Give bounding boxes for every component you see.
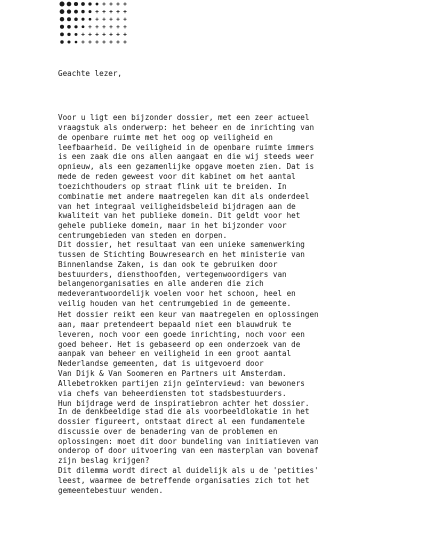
text-line: centrumgebieden van steden en dorpen. (58, 231, 228, 241)
text-line: tussen de Stichting Bouwresearch en het ministerie van (58, 249, 305, 259)
logo-dot (81, 10, 84, 13)
logo-plus (116, 10, 119, 13)
logo-plus (109, 2, 112, 5)
logo-dot (67, 25, 71, 29)
logo-dot (67, 33, 70, 36)
text-line: combinatie met andere maatregelen kan dit als onderdeel (58, 191, 310, 201)
logo-plus (102, 18, 105, 21)
text-line: discussie over de benadering van de problemen en (58, 426, 278, 436)
text-line: Voor u ligt een bijzonder dossier, met een zeer actueel (58, 113, 310, 122)
paragraph-measures (58, 310, 319, 408)
text-line: veilig houden van het centrumgebied in de gemeente. (58, 299, 292, 309)
logo-plus (95, 33, 98, 36)
logo-plus (95, 18, 98, 21)
text-line: via chefs van beheerdiensten tot stadsbestuurders. (58, 388, 287, 398)
logo-plus (123, 18, 126, 21)
text-line: goed beheer. Het is gebaseerd op een onderzoek van de (58, 339, 301, 349)
text-line: leveren, noch voor een goede inrichting, noch voor een (58, 329, 305, 339)
text-line: vraagstuk als onderwerp: het beheer en de inrichting van (58, 122, 315, 132)
text-line: belangenorganisaties en alle anderen die zich (58, 279, 264, 289)
text-line: dossier figureert, ontstaat direct al een fundamentele (58, 416, 305, 426)
text-line: van het integraal veiligheidsbeleid bijdragen aan de (58, 201, 296, 211)
logo-plus (95, 25, 98, 28)
paragraph-dilemma (58, 407, 319, 496)
logo-plus (123, 10, 126, 13)
logo-plus (109, 40, 112, 43)
text-line: leefbaarheid. De veiligheid in de openbare ruimte immers (58, 142, 315, 152)
text-line: opnieuw, als een gezamenlijke opgave moeten zien. Dat is (58, 162, 315, 172)
logo-plus (102, 25, 105, 28)
logo-plus (95, 10, 98, 13)
logo-dot (89, 18, 92, 21)
logo-dot (81, 18, 84, 21)
logo-dot (74, 10, 78, 14)
logo-dot (88, 2, 91, 5)
logo-plus (109, 10, 112, 13)
salutation: Geachte lezer, (58, 69, 123, 78)
logo-dot (60, 2, 65, 7)
logo-plus (123, 2, 126, 5)
text-line: Binnenlandse Zaken, is dan ook te gebruiken door (58, 259, 278, 269)
logo-dot (82, 25, 85, 28)
text-line: toezichthouders op straat flink uit te breiden. In (58, 181, 287, 191)
logo-dot (74, 2, 78, 6)
logo-dot (60, 33, 64, 37)
logo-dot (89, 10, 92, 13)
logo-dot (60, 40, 63, 43)
logo-plus (102, 33, 105, 36)
text-line: leest, waarmee de betreffende organisaties zich tot het (58, 475, 310, 485)
text-line: Van Dijk & Van Soomeren en Partners uit Amsterdam. (58, 369, 287, 379)
logo-dot (67, 2, 72, 7)
logo-plus (123, 25, 126, 28)
logo-dot (60, 9, 65, 14)
text-line: In de denkbeeldige stad die als voorbeeldlokatie in het (58, 407, 310, 416)
logo-dot (67, 40, 70, 43)
text-line: oplossingen: moet dit door bundeling van initiatieven van (58, 436, 319, 446)
text-line: Het dossier reikt een keur van maatregelen en oplossingen (58, 310, 319, 319)
grid-logo (58, 0, 130, 50)
text-line: onderop of door uitvoering van een masterplan van bovenaf (58, 446, 319, 456)
text-line: aanpak van beheer en veiligheid in een groot aantal (58, 349, 292, 359)
logo-plus (88, 40, 91, 43)
text-line: mede de reden geweest voor dit kabinet om het aantal (58, 172, 296, 182)
logo-plus (81, 40, 84, 43)
text-line: is een zaak die ons allen aangaat en die wij steeds weer (58, 152, 315, 162)
logo-plus (116, 25, 119, 28)
logo-dot (74, 25, 77, 28)
logo-dot (81, 2, 85, 6)
logo-plus (123, 40, 126, 43)
logo-dot (74, 17, 78, 21)
text-line: bestuurders, diensthoofden, vertegenwoordigers van (58, 269, 287, 279)
logo-plus (116, 40, 119, 43)
logo-plus (102, 10, 105, 13)
text-line: Dit dossier, het resultaat van een unieke samenwerking (58, 240, 305, 249)
text-line: gehele publieke domein, maar in het bijzonder voor (58, 221, 287, 231)
text-line: Dit dilemma wordt direct al duidelijk als u de 'petities' (58, 466, 319, 476)
logo-dot (67, 9, 71, 13)
logo-plus (109, 18, 112, 21)
logo-dot (60, 17, 64, 21)
logo-plus (109, 33, 112, 36)
text-line: Nederlandse gemeenten, dat is uitgevoerd door (58, 359, 264, 369)
logo-plus (88, 33, 91, 36)
text-line: Allebetrokken partijen zijn geïnterviewd: van bewoners (58, 378, 305, 388)
logo-plus (123, 33, 126, 36)
logo-dot (96, 3, 99, 6)
text-line: kwaliteit van het publieke domein. Dit geldt voor het (58, 211, 301, 221)
text-line: aan, maar pretendeert bepaald niet een blauwdruk te (58, 319, 292, 329)
text-line: de openbare ruimte met het oog op veiligheid en (58, 132, 273, 142)
logo-plus (88, 25, 91, 28)
logo-plus (109, 25, 112, 28)
text-line: zijn beslag krijgen? (58, 456, 150, 466)
logo-dot (60, 25, 64, 29)
paragraph-introduction (58, 113, 314, 241)
paragraph-collaboration (58, 240, 305, 309)
logo-plus (102, 40, 105, 43)
logo-plus (95, 40, 98, 43)
logo-plus (116, 18, 119, 21)
text-line: gemeentebestuur wenden. (58, 485, 164, 495)
logo-plus (102, 2, 105, 5)
text-line: medeverantwoordelijk voelen voor het schoon, heel en (58, 289, 296, 299)
logo-dot (75, 33, 78, 36)
logo-plus (116, 33, 119, 36)
text-line: Hun bijdrage werd de inspiratiebron achter het dossier. (58, 398, 310, 408)
logo-dot (75, 41, 78, 44)
logo-dot (67, 17, 71, 21)
logo-plus (116, 2, 119, 5)
logo-plus (81, 33, 84, 36)
